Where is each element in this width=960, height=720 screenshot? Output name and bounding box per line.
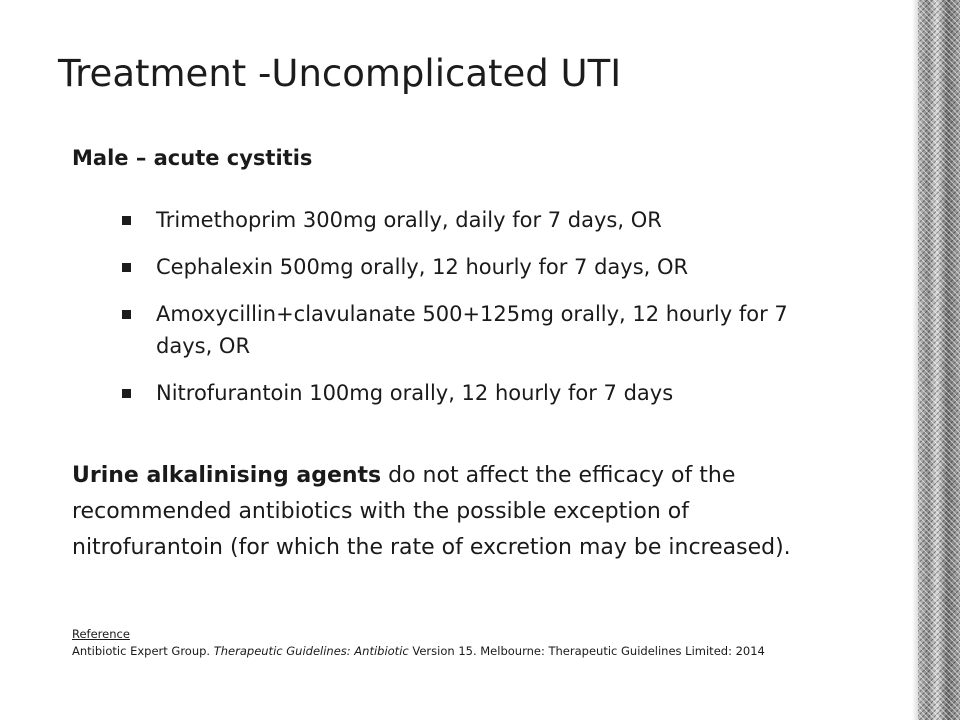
citation-title: Therapeutic Guidelines: Antibiotic [213, 644, 409, 658]
reference-block [72, 626, 892, 660]
list-item [118, 377, 848, 409]
citation-details: Version 15. Melbourne: Therapeutic Guidelines Limited: 2014 [408, 644, 765, 658]
note-text: do not affect the efficacy of the recommended antibiotics with the possible exception of nitrofurantoin (for which the rate of excretion may be increased). [72, 463, 791, 560]
reference-label: Reference [72, 627, 130, 641]
list-item-text: Nitrofurantoin 100mg orally, 12 hourly for 7 days [156, 381, 674, 405]
reference-citation [72, 644, 765, 658]
list-item-text: Amoxycillin+clavulanate 500+125mg orally, 12 hourly for 7 days, OR [156, 302, 788, 358]
citation-author: Antibiotic Expert Group. [72, 644, 214, 658]
list-item [118, 251, 848, 283]
list-item [118, 298, 848, 362]
square-bullet-icon [122, 310, 131, 319]
list-item-text: Cephalexin 500mg orally, 12 hourly for 7 days, OR [156, 255, 689, 279]
note-bold-term: Urine alkalinising agents [72, 463, 382, 488]
square-bullet-icon [122, 216, 131, 225]
list-item [118, 204, 848, 236]
treatment-list [118, 204, 848, 424]
alkalinising-note [72, 458, 832, 566]
square-bullet-icon [122, 389, 131, 398]
slide-title: Treatment -Uncomplicated UTI [58, 52, 622, 95]
decorative-side-strip [918, 0, 960, 720]
list-item-text: Trimethoprim 300mg orally, daily for 7 days, OR [156, 208, 662, 232]
section-heading: Male – acute cystitis [72, 146, 313, 170]
square-bullet-icon [122, 263, 131, 272]
